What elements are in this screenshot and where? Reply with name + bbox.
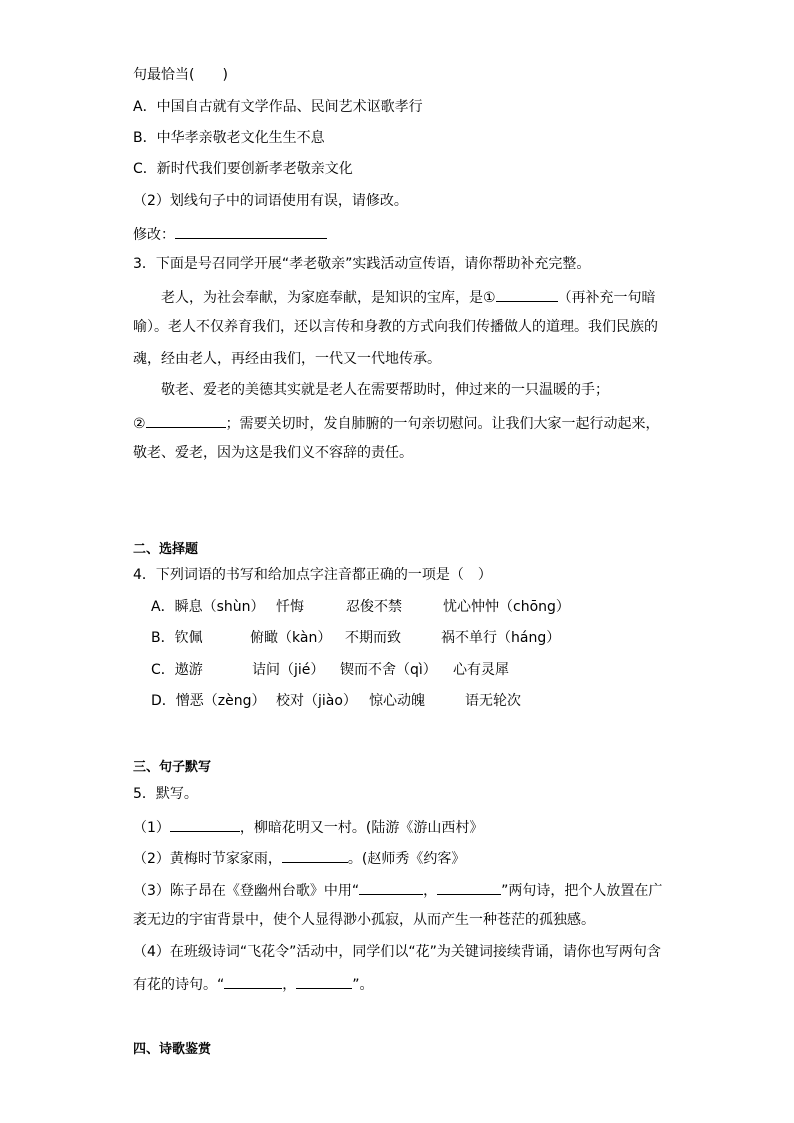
q5-item-4-line1: （4）在班级诗词“飞花令”活动中，同学们以“花”为关键词接续背诵，请你也写两句含 (133, 944, 661, 960)
q5-item-3-comma: ， (423, 883, 438, 899)
q5-stem: 5．默写。 (133, 786, 198, 802)
q5-item-4-text-a: 有花的诗句。“ (133, 977, 225, 993)
q3-blank-1[interactable] (496, 287, 558, 302)
q4-option-d-2: 校对（jiào） (276, 693, 357, 709)
q3-p2-line1: 敬老、爱老的美德其实就是老人在需要帮助时，伸过来的一只温暖的手； (161, 382, 609, 398)
q3-p1-text-b: （再补充一句暗 (557, 290, 656, 306)
q5-item-2 (133, 848, 465, 868)
q3-p2-text-b: ；需要关切时，发自肺腑的一句亲切慰问。让我们大家一起行动起来， (225, 416, 660, 432)
q4-option-a-4: 忧心忡忡（chōng） (443, 599, 570, 615)
section4-heading: 四、诗歌鉴赏 (133, 1042, 212, 1057)
q3-p1-line2: 喻）。老人不仅养育我们，还以言传和身教的方式向我们传播做人的道理。我们民族的 (133, 319, 658, 335)
q5-item-3-text-c: ”两句诗，把个人放置在广 (501, 883, 663, 899)
q3-p1-line1 (161, 287, 656, 307)
q4-option-b-4: 祸不单行（háng） (441, 630, 561, 646)
q4-option-d-3: 惊心动魄 (369, 693, 425, 709)
q5-blank-3a[interactable] (359, 880, 423, 895)
q5-item-2-text-a: （2）黄梅时节家家雨， (133, 851, 282, 867)
q5-item-3-text-a: （3）陈子昂在《登幽州台歌》中用“ (133, 883, 360, 899)
q5-item-3-line1 (133, 880, 662, 900)
q5-blank-3b[interactable] (437, 880, 501, 895)
q2-option-a: A．中国自古就有文学作品、民间艺术讴歌孝行 (133, 99, 423, 115)
q5-item-4-line2 (133, 974, 374, 994)
q3-marker-1: ① (483, 290, 496, 306)
section2-heading: 二、选择题 (133, 542, 199, 557)
q5-item-1-text: ，柳暗花明又一村。(陆游《游山西村》 (239, 820, 484, 836)
q4-option-a-2: 忏悔 (276, 599, 304, 615)
q4-option-c-4: 心有灵犀 (453, 662, 509, 678)
q5-blank-4b[interactable] (296, 974, 352, 989)
q3-p2-line2 (133, 413, 660, 433)
q5-item-3-line2: 袤无边的宇宙背景中，使个人显得渺小孤寂，从而产生一种苍茫的孤独感。 (133, 912, 595, 928)
q5-blank-1[interactable] (170, 817, 240, 832)
q4-option-b-2: 俯瞰（kàn） (250, 630, 332, 646)
q4-option-d-4: 语无轮次 (465, 693, 521, 709)
q5-item-1-num: （1） (133, 820, 170, 836)
q3-p1-line3: 魂，经由老人，再经由我们，一代又一代地传承。 (133, 351, 441, 367)
q4-option-b-1: B．钦佩 (151, 630, 203, 646)
q3-stem: 3．下面是号召同学开展“孝老敬亲”实践活动宣传语，请你帮助补充完整。 (133, 256, 591, 272)
q2-stem-tail: 句最恰当( ) (133, 67, 228, 83)
section3-heading: 三、句子默写 (133, 760, 212, 775)
q3-p2-line3: 敬老、爱老，因为这是我们义不容辞的责任。 (133, 445, 413, 461)
q3-p1-text-a: 老人，为社会奉献，为家庭奉献，是知识的宝库，是 (161, 290, 483, 306)
q3-blank-2[interactable] (146, 413, 226, 428)
q4-option-a-1: A．瞬息（shùn） (151, 599, 265, 615)
q4-option-c-1: C．遨游 (151, 662, 203, 678)
q5-item-4-comma: ， (282, 977, 297, 993)
q2-sub2: （2）划线句子中的词语使用有误，请修改。 (133, 193, 408, 209)
q4-stem: 4．下列词语的书写和给加点字注音都正确的一项是（ ） (133, 567, 492, 583)
q2-fix-line (133, 224, 327, 244)
q4-option-c-3: 锲而不舍（qì） (340, 662, 437, 678)
q4-option-c-2: 诘问（jié） (252, 662, 325, 678)
q5-item-4-text-c: ”。 (352, 977, 374, 993)
q2-fix-blank[interactable] (175, 224, 327, 239)
q5-item-2-text-b: 。(赵师秀《约客》 (347, 851, 466, 867)
q2-fix-label: 修改： (133, 227, 175, 243)
q4-option-b-3: 不期而致 (345, 630, 401, 646)
q2-option-b: B．中华孝亲敬老文化生生不息 (133, 130, 325, 146)
q5-blank-2[interactable] (282, 848, 348, 863)
q2-option-c: C．新时代我们要创新孝老敬亲文化 (133, 161, 353, 177)
q4-option-d-1: D．憎恶（zèng） (151, 693, 266, 709)
q5-blank-4a[interactable] (224, 974, 282, 989)
q4-option-a-3: 忍俊不禁 (346, 599, 402, 615)
q5-item-1 (133, 817, 483, 837)
q3-marker-2: ② (133, 416, 146, 432)
